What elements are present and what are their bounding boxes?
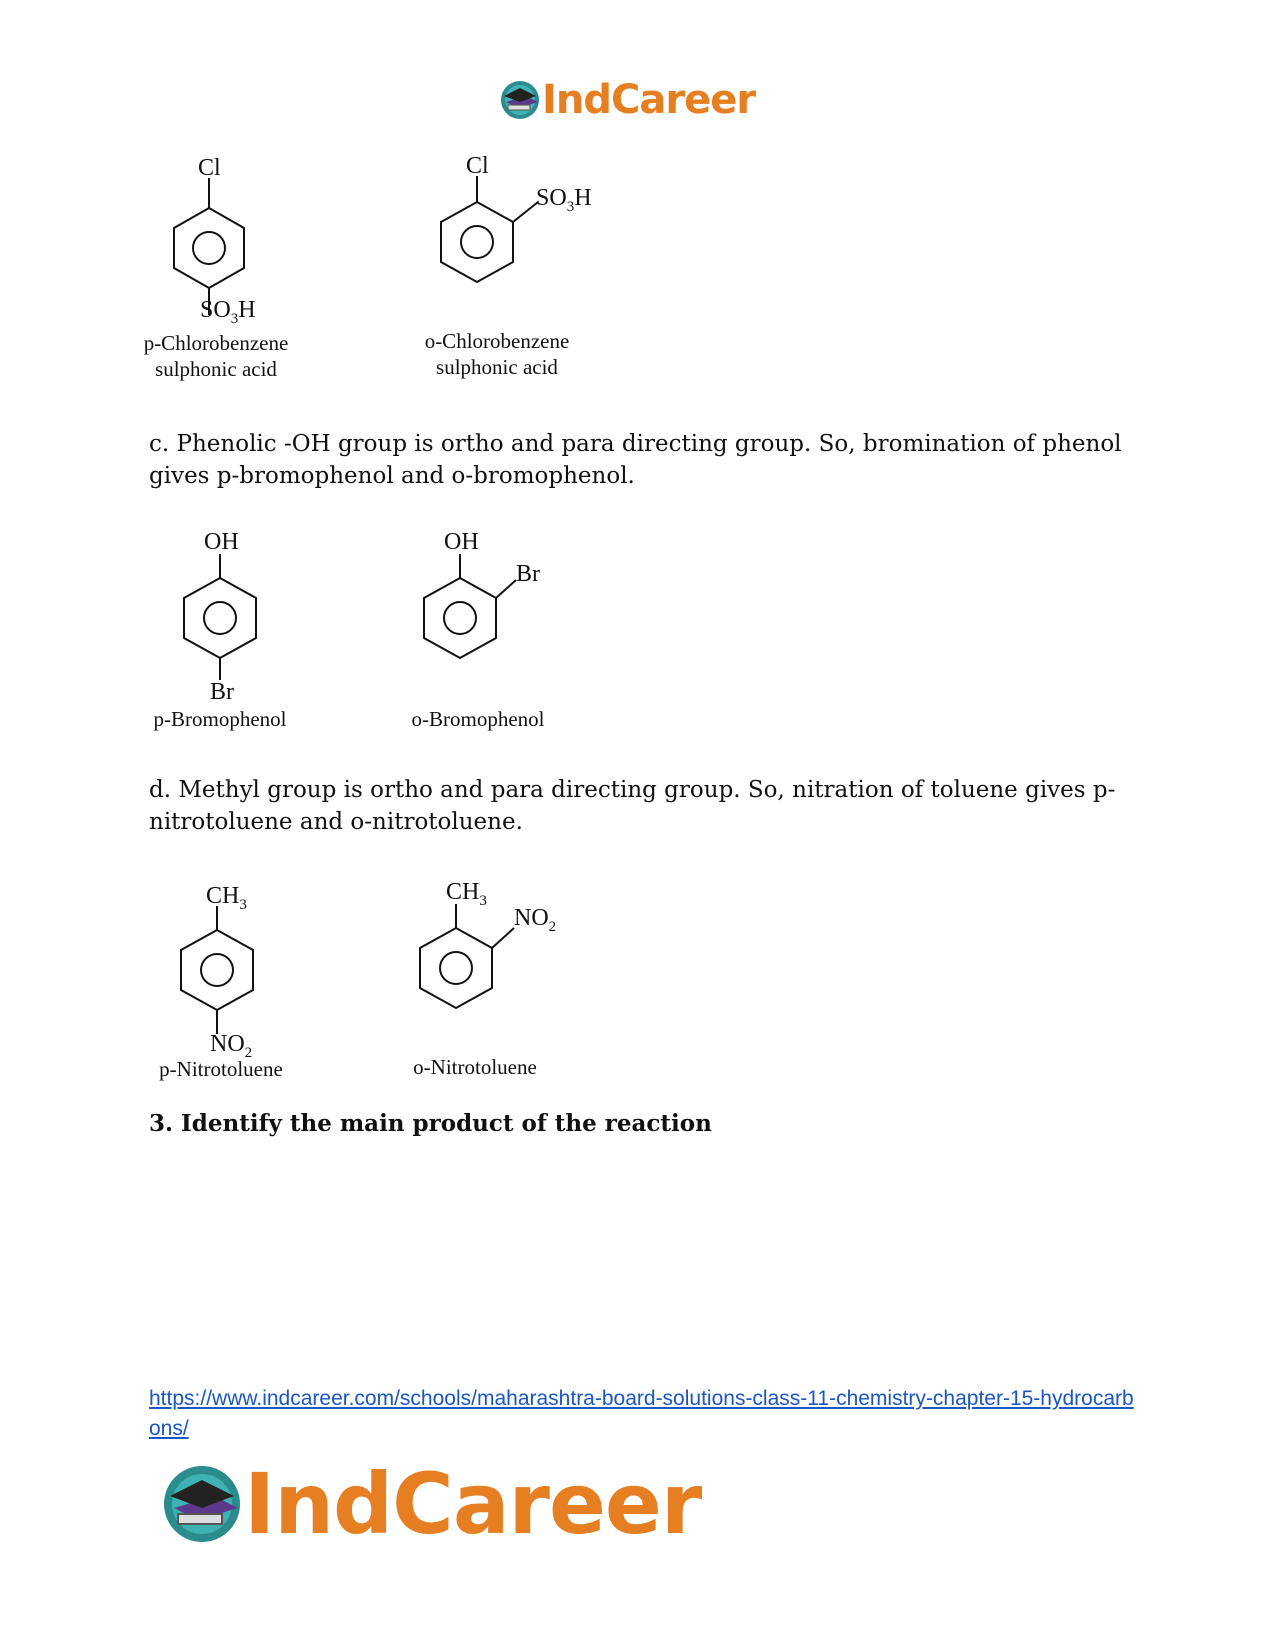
logo-top (498, 78, 755, 122)
brand-wordmark: IndCareer (244, 1455, 702, 1553)
bromo-label: Br (516, 561, 540, 587)
o-bromophenol-structure (410, 530, 610, 730)
compound-name: p-Nitrotoluene (159, 1057, 283, 1081)
paragraph-d: d. Methyl group is ortho and para directing group. So, nitration of toluene gives p-nitrotoluene and o-nitrotoluene. (149, 777, 1116, 835)
benzene-ring-icon (150, 530, 350, 730)
sulpho-label: $SO_3H$ (536, 185, 592, 215)
paragraph-c: c. Phenolic -OH group is ortho and para directing group. So, bromination of phenol gives p-bromophenol and o-bromophenol. (149, 431, 1122, 489)
o-nitrotoluene-structure (410, 876, 610, 1096)
hydroxyl-label: OH (444, 529, 479, 555)
compound-name: o-Chlorobenzene sulphonic acid (424, 329, 570, 379)
nitro-label: $NO_2$ (514, 905, 557, 935)
bromo-label: Br (210, 679, 234, 705)
nitro-label: $NO_2$ (210, 1031, 253, 1061)
question-3-heading: 3. Identify the main product of the reaction (149, 1110, 712, 1137)
chloro-label: Cl (466, 153, 489, 179)
p-bromophenol-structure (150, 530, 350, 730)
hydroxyl-label: OH (204, 529, 239, 555)
compound-name: p-Chlorobenzene sulphonic acid (143, 331, 289, 381)
benzene-ring-icon (410, 530, 610, 730)
compound-name: o-Bromophenol (411, 707, 545, 731)
methyl-label: $CH_3$ (206, 883, 247, 913)
sulpho-label: $SO_3H$ (200, 297, 256, 327)
logo-bottom (158, 1455, 702, 1553)
p-nitrotoluene-structure (150, 878, 350, 1098)
graduation-cap-globe-icon (158, 1460, 246, 1548)
compound-name: p-Bromophenol (153, 707, 287, 731)
o-chlorobenzene-sulphonic-acid-structure (420, 150, 640, 390)
p-chlorobenzene-sulphonic-acid-structure (143, 150, 350, 390)
methyl-label: $CH_3$ (446, 879, 487, 909)
footer-source-link[interactable]: https://www.indcareer.com/schools/maharashtra-board-solutions-class-11-chemistry-chapter-15-hydrocarbons/ (149, 1387, 1134, 1440)
chloro-label: Cl (198, 155, 221, 181)
compound-name: o-Nitrotoluene (413, 1055, 537, 1079)
brand-wordmark: IndCareer (542, 77, 756, 123)
graduation-cap-globe-icon (498, 78, 542, 122)
